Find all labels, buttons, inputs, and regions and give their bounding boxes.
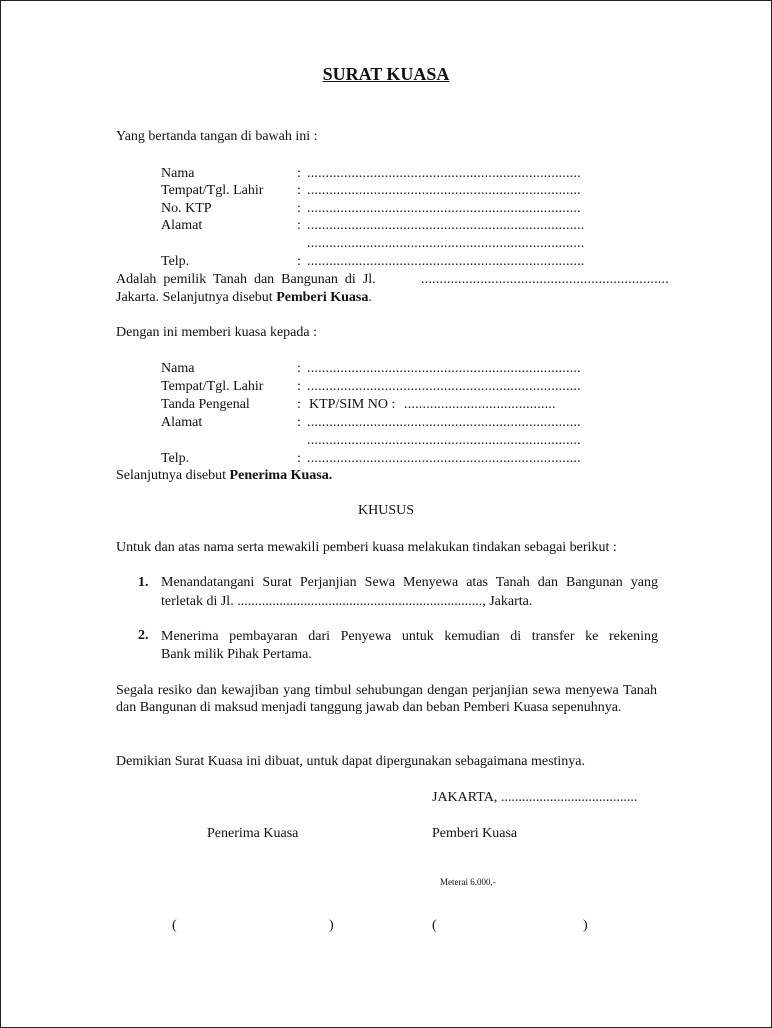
giver-signature-close-paren: )	[583, 918, 588, 933]
pemberi-label-telp: Telp.	[161, 254, 190, 269]
place-date: JAKARTA, .......................................	[432, 790, 638, 805]
sign-giver-label: Pemberi Kuasa	[432, 826, 518, 841]
penerima-telp-dots: ..........................................................................	[307, 451, 581, 466]
penerima-id-dots: .........................................	[404, 397, 556, 412]
item-1-line1: Menandatangani Surat Perjanjian Sewa Menyewa atas Tanah dan Bangunan yang	[161, 575, 658, 590]
colon: :	[297, 254, 301, 269]
sign-receiver-label: Penerima Kuasa	[207, 826, 299, 841]
intro-text: Yang bertanda tangan di bawah ini :	[116, 129, 318, 144]
colon: :	[297, 415, 301, 430]
pemberi-label-ktp: No. KTP	[161, 201, 212, 216]
item-number: 1.	[138, 575, 149, 590]
pemberi-label-alamat: Alamat	[161, 218, 203, 233]
item-2-line1: Menerima pembayaran dari Penyewa untuk kemudian di transfer ke rekening	[161, 629, 658, 644]
owner-text-line2: Jakarta. Selanjutnya disebut Pemberi Kuasa.	[116, 290, 372, 305]
giver-signature-open-paren: (	[432, 918, 437, 933]
penerima-id-value: KTP/SIM NO :	[309, 397, 396, 412]
penerima-label-telp: Telp.	[161, 451, 190, 466]
penerima-alamat-dots-2: ..........................................................................	[307, 433, 581, 448]
receiver-signature-open-paren: (	[172, 918, 177, 933]
colon: :	[297, 379, 301, 394]
owner-address-dots: ...................................................................	[421, 272, 669, 287]
colon: :	[297, 166, 301, 181]
item-2-line2: Bank milik Pihak Pertama.	[161, 647, 312, 662]
action-intro-text: Untuk dan atas nama serta mewakili pemberi kuasa melakukan tindakan sebagai berikut :	[116, 540, 617, 555]
penerima-ttl-dots: ..........................................................................	[307, 379, 581, 394]
materai-label: Meterai 6.000,-	[440, 877, 496, 887]
penerima-label-nama: Nama	[161, 361, 195, 376]
item-number: 2.	[138, 628, 149, 643]
khusus-heading: KHUSUS	[357, 503, 414, 518]
pemberi-alamat-dots-2: ...........................................................................	[307, 236, 585, 251]
colon: :	[297, 201, 301, 216]
colon: :	[297, 361, 301, 376]
receiver-text: Selanjutnya disebut Penerima Kuasa.	[116, 468, 333, 483]
pemberi-telp-dots: ...........................................................................	[307, 254, 585, 269]
penerima-alamat-dots: ..........................................................................	[307, 415, 581, 430]
penerima-label-id: Tanda Pengenal	[161, 397, 250, 412]
colon: :	[297, 451, 301, 466]
pemberi-ttl-dots: ..........................................................................	[307, 183, 581, 198]
pemberi-label-nama: Nama	[161, 166, 195, 181]
pemberi-ktp-dots: ..........................................................................	[307, 201, 581, 216]
receiver-signature-close-paren: )	[329, 918, 334, 933]
colon: :	[297, 183, 301, 198]
pemberi-nama-dots: ..........................................................................	[307, 166, 581, 181]
closing-text: Demikian Surat Kuasa ini dibuat, untuk dapat dipergunakan sebagaimana mestinya.	[116, 754, 586, 769]
risk-paragraph: Segala resiko dan kewajiban yang timbul sehubungan dengan perjanjian sewa menyewa Tanah dan Bangunan di maksud menjadi tanggung jawab dan beban Pemberi Kuasa sepenuhnya.	[116, 683, 657, 715]
penerima-label-ttl: Tempat/Tgl. Lahir	[161, 379, 264, 394]
item-1-line2: terletak di Jl. ......................................................................, Jakarta.	[161, 594, 533, 609]
colon: :	[297, 218, 301, 233]
colon: :	[297, 397, 301, 412]
penerima-nama-dots: ..........................................................................	[307, 361, 581, 376]
document-title: SURAT KUASA	[322, 64, 450, 84]
grant-intro-text: Dengan ini memberi kuasa kepada :	[116, 325, 317, 340]
penerima-label-alamat: Alamat	[161, 415, 203, 430]
pemberi-alamat-dots: ...........................................................................	[307, 218, 585, 233]
owner-text-line1: Adalah pemilik Tanah dan Bangunan di Jl.	[116, 272, 376, 287]
pemberi-label-ttl: Tempat/Tgl. Lahir	[161, 183, 264, 198]
